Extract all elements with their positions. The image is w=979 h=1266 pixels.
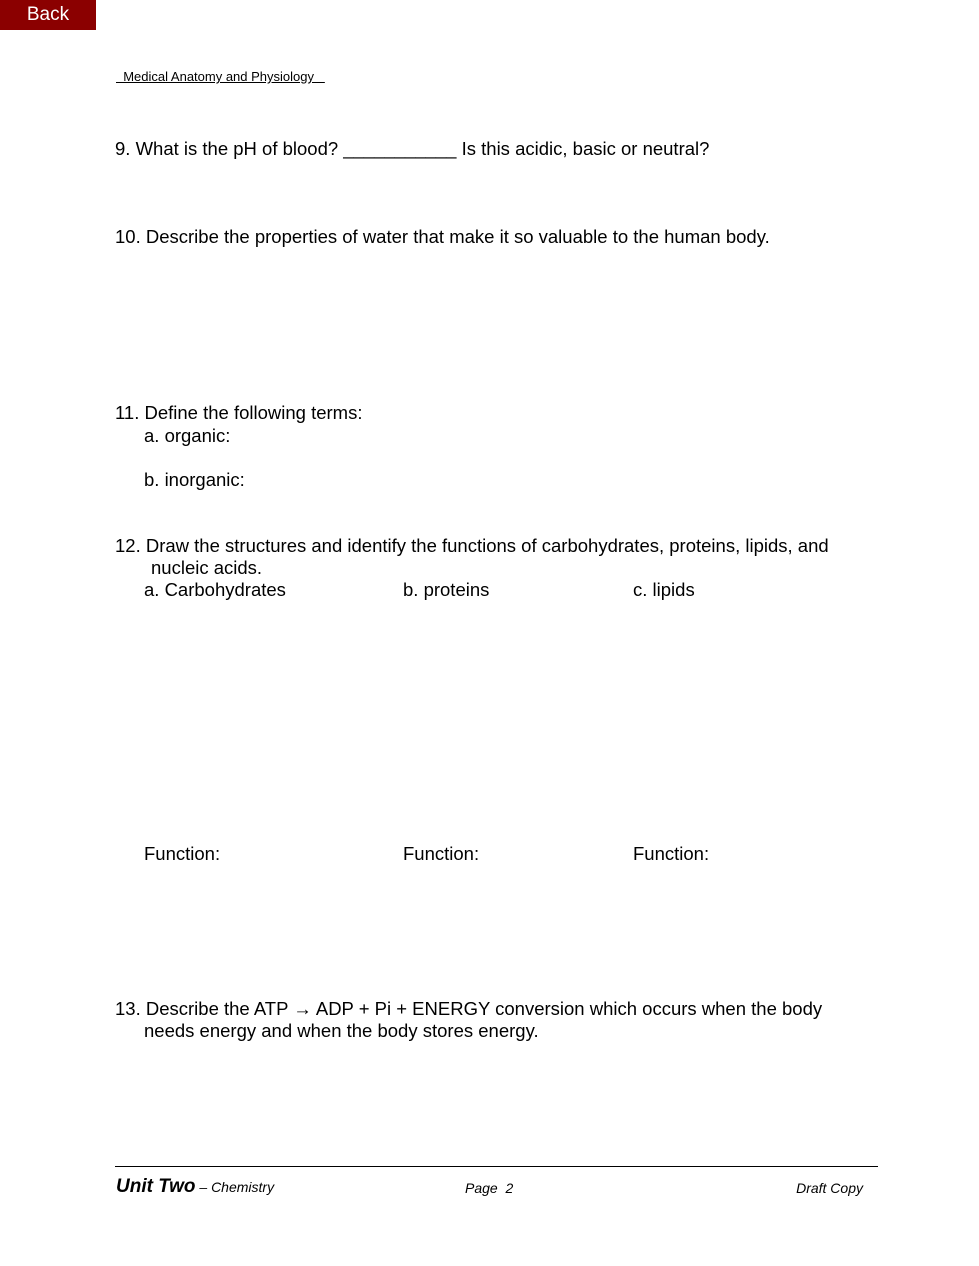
- question-13-line-1: 13. Describe the ATP → ADP + Pi + ENERGY conversion which occurs when the body: [115, 998, 823, 1019]
- footer-page-number: Page 2: [465, 1180, 514, 1196]
- question-12-line-1: 12. Draw the structures and identify the functions of carbohydrates, proteins, lipids, and: [115, 535, 829, 556]
- column-label-carbohydrates: a. Carbohydrates: [144, 579, 286, 600]
- footer-divider: [115, 1166, 878, 1167]
- footer-unit-label: Unit Two: [116, 1176, 196, 1197]
- back-button[interactable]: Back: [0, 0, 96, 30]
- function-label-carbohydrates: Function:: [144, 843, 221, 864]
- question-9: 9. What is the pH of blood? ___________ Is this acidic, basic or neutral?: [115, 138, 710, 159]
- function-label-lipids: Function:: [633, 843, 710, 864]
- question-11-item-a: a. organic:: [144, 425, 231, 446]
- question-11: 11. Define the following terms:: [115, 402, 363, 423]
- footer-subject-label: – Chemistry: [195, 1179, 275, 1195]
- question-12-line-2: nucleic acids.: [151, 557, 263, 578]
- column-label-proteins: b. proteins: [403, 579, 490, 600]
- footer-unit-info: [116, 1176, 274, 1198]
- question-10: 10. Describe the properties of water that make it so valuable to the human body.: [115, 226, 770, 247]
- course-title: Medical Anatomy and Physiology: [116, 69, 325, 84]
- column-label-lipids: c. lipids: [633, 579, 695, 600]
- function-label-proteins: Function:: [403, 843, 480, 864]
- question-11-item-b: b. inorganic:: [144, 469, 245, 490]
- question-13-line-2: needs energy and when the body stores energy.: [144, 1020, 539, 1041]
- footer-draft-status: Draft Copy: [796, 1180, 863, 1196]
